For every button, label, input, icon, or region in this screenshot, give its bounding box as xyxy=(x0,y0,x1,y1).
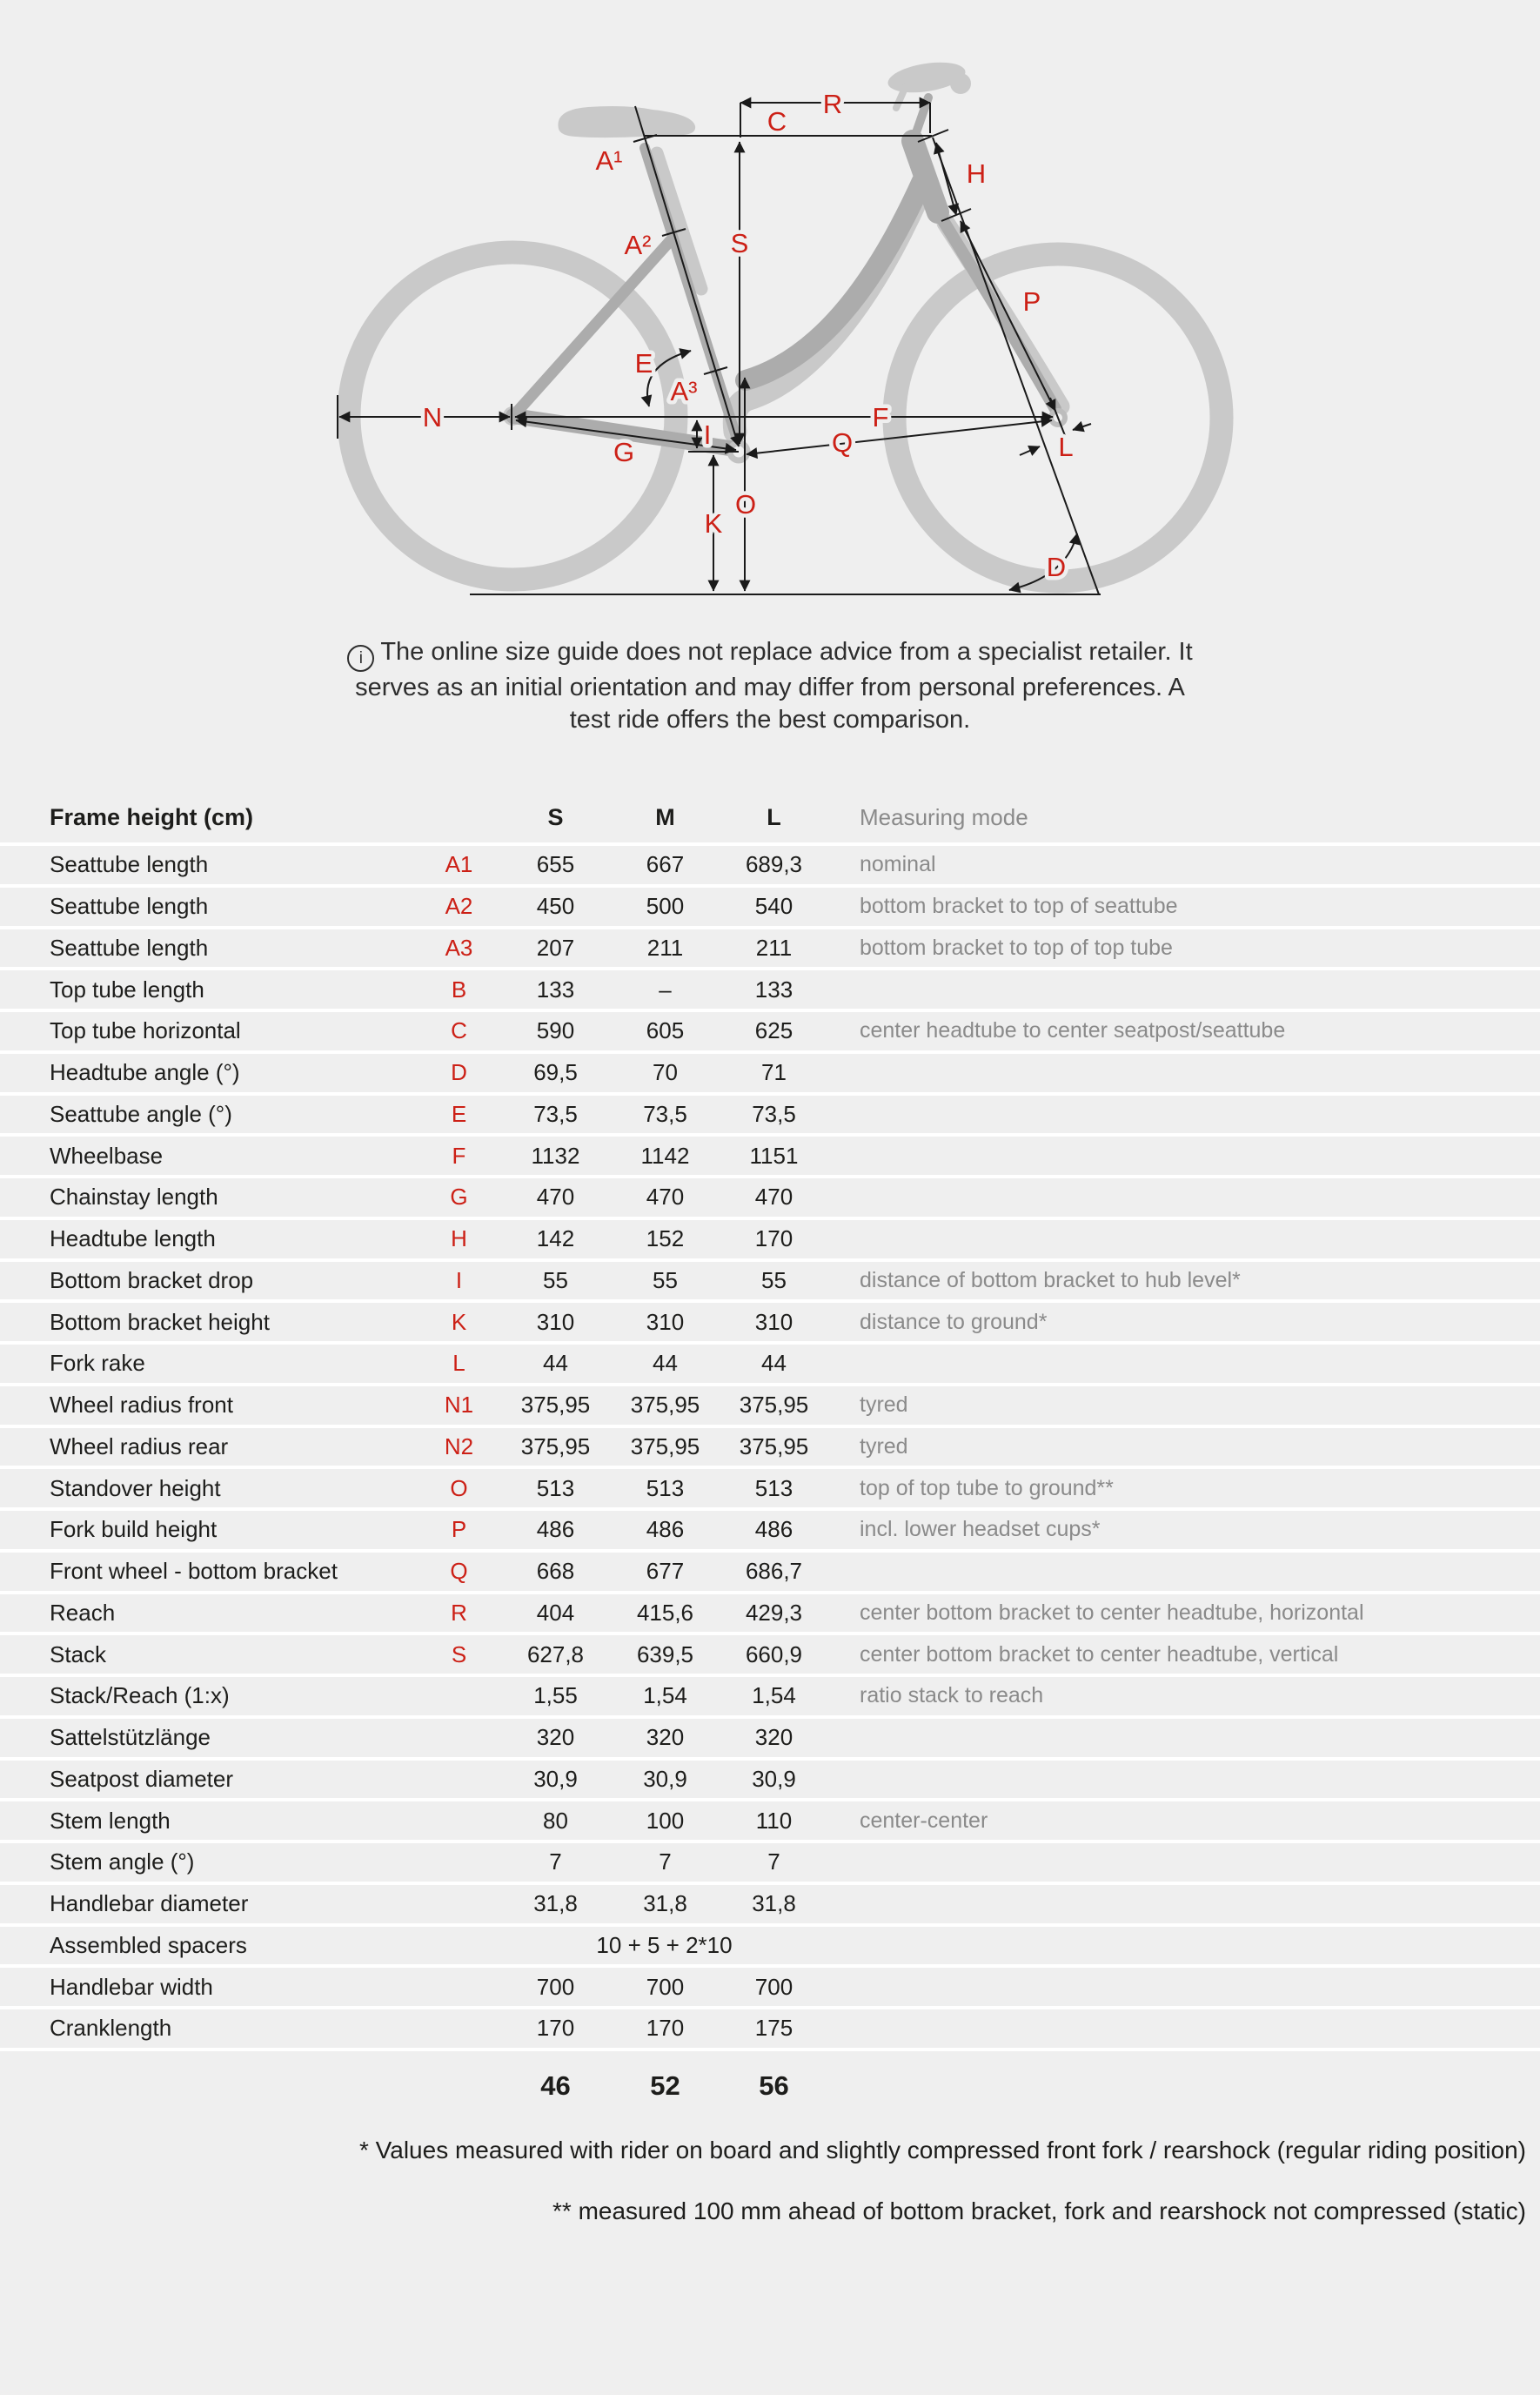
header-frame-height: Frame height (cm) xyxy=(50,803,254,830)
row-label: Wheelbase xyxy=(50,1142,164,1169)
info-icon: i xyxy=(347,645,374,672)
table-row xyxy=(0,1178,1540,1220)
row-label: Headtube angle (°) xyxy=(50,1059,240,1086)
label-a1: A¹ xyxy=(595,145,623,176)
cell-m: – xyxy=(659,976,672,1003)
label-i: I xyxy=(703,419,712,450)
label-l: L xyxy=(1058,432,1074,462)
cell-m: 31,8 xyxy=(643,1890,687,1917)
table-row xyxy=(0,2009,1540,2051)
dim-arrow-l-right xyxy=(1073,424,1091,430)
table-row xyxy=(0,1303,1540,1345)
cell-s: 55 xyxy=(543,1266,568,1293)
cell-m: 320 xyxy=(646,1724,685,1751)
cell-m: 170 xyxy=(646,2015,685,2042)
cell-l: 429,3 xyxy=(745,1599,803,1626)
row-letter: A1 xyxy=(445,851,473,878)
table-row xyxy=(0,1428,1540,1470)
cell-mode: center bottom bracket to center headtube, vertical xyxy=(860,1641,1339,1667)
cell-s: 207 xyxy=(536,934,575,961)
cell-l: 375,95 xyxy=(739,1432,809,1459)
row-label: Stem length xyxy=(50,1807,171,1834)
frame-sizes-row xyxy=(0,2051,1540,2121)
row-label: Stack/Reach (1:x) xyxy=(50,1682,230,1709)
cell-l: 31,8 xyxy=(752,1890,796,1917)
table-row xyxy=(0,1761,1540,1802)
table-row xyxy=(0,1511,1540,1553)
cell-m: 513 xyxy=(646,1474,685,1501)
table-row xyxy=(0,1553,1540,1594)
cell-s: 1,55 xyxy=(533,1682,578,1709)
row-letter: C xyxy=(451,1017,467,1044)
cell-m: 44 xyxy=(653,1350,678,1377)
saddle xyxy=(558,106,695,138)
cell-l: 175 xyxy=(754,2015,793,2042)
cell-l: 211 xyxy=(755,934,793,961)
row-span-value: 10 + 5 + 2*10 xyxy=(596,1931,733,1958)
cell-m: 486 xyxy=(646,1516,685,1543)
cell-l: 1151 xyxy=(749,1142,799,1169)
row-label: Headtube length xyxy=(50,1225,216,1252)
table-row xyxy=(0,1096,1540,1137)
row-label: Top tube length xyxy=(50,976,204,1003)
row-letter: A3 xyxy=(445,934,473,961)
cell-s: 320 xyxy=(536,1724,575,1751)
row-label: Handlebar diameter xyxy=(50,1890,249,1917)
footnote-compressed: * Values measured with rider on board and slightly compressed front fork / rearshock (regular riding position) xyxy=(358,2136,1526,2164)
table-row xyxy=(0,1386,1540,1428)
cell-mode: incl. lower headset cups* xyxy=(860,1517,1101,1542)
table-body xyxy=(0,846,1540,2051)
label-c: C xyxy=(767,106,787,137)
row-letter: K xyxy=(451,1308,467,1335)
cell-m: 1142 xyxy=(640,1142,690,1169)
cell-mode: nominal xyxy=(860,852,936,877)
table-row xyxy=(0,1801,1540,1843)
row-letter: L xyxy=(452,1350,465,1377)
row-label: Seattube length xyxy=(50,934,209,961)
row-letter: I xyxy=(455,1266,463,1293)
cell-mode: center-center xyxy=(860,1808,988,1833)
cell-m: 7 xyxy=(659,1848,672,1875)
cell-m: 30,9 xyxy=(643,1765,687,1792)
row-letter: Q xyxy=(450,1558,468,1585)
table-row xyxy=(0,1012,1540,1054)
cell-s: 310 xyxy=(536,1308,575,1335)
row-label: Reach xyxy=(50,1599,116,1626)
row-label: Seatpost diameter xyxy=(50,1765,234,1792)
footnotes xyxy=(0,2133,1540,2229)
label-o: O xyxy=(734,489,757,520)
cell-mode: ratio stack to reach xyxy=(860,1683,1044,1708)
table-row xyxy=(0,1885,1540,1927)
cell-s: 7 xyxy=(549,1848,562,1875)
steering-axis xyxy=(933,138,1099,594)
cell-l: 7 xyxy=(767,1848,780,1875)
cell-mode: center headtube to center seatpost/seattube xyxy=(860,1018,1286,1043)
cell-l: 133 xyxy=(754,976,793,1003)
row-label: Top tube horizontal xyxy=(50,1017,241,1044)
cell-l: 513 xyxy=(754,1474,793,1501)
cell-m: 500 xyxy=(646,893,685,920)
cell-mode: center bottom bracket to center headtube, horizontal xyxy=(860,1600,1364,1625)
cell-mode: distance to ground* xyxy=(860,1309,1048,1334)
cell-m: 70 xyxy=(653,1059,678,1086)
header-size-m: M xyxy=(655,803,675,830)
row-label: Cranklength xyxy=(50,2015,172,2042)
table-header xyxy=(0,792,1540,846)
table-row xyxy=(0,1469,1540,1511)
cell-mode: bottom bracket to top of seattube xyxy=(860,894,1178,919)
cell-s: 44 xyxy=(543,1350,568,1377)
header-size-s: S xyxy=(547,803,564,830)
row-label: Seattube angle (°) xyxy=(50,1100,232,1127)
cell-l: 44 xyxy=(761,1350,787,1377)
cell-m: 605 xyxy=(646,1017,685,1044)
label-r: R xyxy=(822,89,843,119)
row-label: Chainstay length xyxy=(50,1184,218,1211)
row-letter: B xyxy=(451,976,467,1003)
label-a3: A³ xyxy=(670,376,698,406)
cell-l: 170 xyxy=(754,1225,793,1252)
cell-l: 73,5 xyxy=(752,1100,796,1127)
cell-s: 69,5 xyxy=(533,1059,578,1086)
row-letter: E xyxy=(451,1100,467,1127)
header-measuring-mode: Measuring mode xyxy=(860,803,1028,830)
table-row xyxy=(0,1719,1540,1761)
cell-s: 1132 xyxy=(531,1142,580,1169)
row-letter: H xyxy=(451,1225,467,1252)
table-row xyxy=(0,888,1540,929)
size-cm-l: 56 xyxy=(759,2070,789,2101)
cell-m: 375,95 xyxy=(630,1392,700,1419)
handlebar-grip xyxy=(950,73,971,94)
label-s: S xyxy=(730,228,749,258)
label-k: K xyxy=(704,508,723,539)
cell-m: 211 xyxy=(646,934,684,961)
table-row xyxy=(0,1262,1540,1304)
cell-s: 73,5 xyxy=(533,1100,578,1127)
row-label: Wheel radius rear xyxy=(50,1432,229,1459)
cell-mode: top of top tube to ground** xyxy=(860,1475,1114,1500)
table-row xyxy=(0,1927,1540,1969)
row-label: Fork rake xyxy=(50,1350,145,1377)
cell-l: 470 xyxy=(754,1184,793,1211)
cell-s: 668 xyxy=(536,1558,575,1585)
table-row xyxy=(0,970,1540,1012)
size-cm-m: 52 xyxy=(650,2070,680,2101)
cell-l: 30,9 xyxy=(752,1765,796,1792)
label-e: E xyxy=(634,348,653,379)
header-size-l: L xyxy=(767,803,781,830)
label-h: H xyxy=(966,158,987,189)
row-letter: O xyxy=(450,1474,468,1501)
table-row xyxy=(0,1220,1540,1262)
cell-s: 404 xyxy=(536,1599,575,1626)
cell-mode: tyred xyxy=(860,1392,908,1418)
geometry-diagram xyxy=(0,0,1540,609)
label-a2: A² xyxy=(624,230,652,260)
row-label: Fork build height xyxy=(50,1516,218,1543)
cell-m: 73,5 xyxy=(643,1100,687,1127)
cell-l: 1,54 xyxy=(752,1682,796,1709)
table-row xyxy=(0,1137,1540,1178)
cell-s: 375,95 xyxy=(520,1392,591,1419)
geometry-table xyxy=(0,792,1540,2121)
row-letter: G xyxy=(450,1184,468,1211)
cell-l: 660,9 xyxy=(745,1640,803,1667)
cell-m: 667 xyxy=(646,851,685,878)
cell-s: 513 xyxy=(536,1474,575,1501)
size-cm-s: 46 xyxy=(540,2070,571,2101)
row-letter: D xyxy=(451,1059,467,1086)
table-row xyxy=(0,846,1540,888)
cell-s: 627,8 xyxy=(526,1640,585,1667)
table-row xyxy=(0,1968,1540,2009)
cell-s: 700 xyxy=(536,1973,575,2000)
footnote-static: ** measured 100 mm ahead of bottom bracket, fork and rearshock not compressed (static) xyxy=(552,2197,1526,2224)
row-label: Bottom bracket height xyxy=(50,1308,270,1335)
row-label: Assembled spacers xyxy=(50,1931,247,1958)
row-label: Seattube length xyxy=(50,851,209,878)
cell-l: 55 xyxy=(761,1266,787,1293)
row-letter: F xyxy=(452,1142,466,1169)
cell-l: 686,7 xyxy=(745,1558,803,1585)
row-label: Stack xyxy=(50,1640,107,1667)
label-g: G xyxy=(613,437,635,467)
cell-m: 55 xyxy=(653,1266,678,1293)
label-d: D xyxy=(1046,552,1067,582)
label-q: Q xyxy=(831,427,854,458)
cell-m: 310 xyxy=(646,1308,685,1335)
cell-s: 30,9 xyxy=(533,1765,578,1792)
row-label: Wheel radius front xyxy=(50,1392,233,1419)
cell-m: 639,5 xyxy=(636,1640,694,1667)
cell-m: 470 xyxy=(646,1184,685,1211)
cell-m: 375,95 xyxy=(630,1432,700,1459)
table-row xyxy=(0,1345,1540,1386)
row-label: Handlebar width xyxy=(50,1973,213,2000)
cell-s: 486 xyxy=(536,1516,575,1543)
cell-mode: tyred xyxy=(860,1433,908,1459)
cell-s: 450 xyxy=(536,893,575,920)
cell-mode: bottom bracket to top of top tube xyxy=(860,935,1173,960)
cell-s: 375,95 xyxy=(520,1432,591,1459)
table-row xyxy=(0,1594,1540,1636)
cell-l: 625 xyxy=(754,1017,793,1044)
row-letter: N1 xyxy=(444,1392,474,1419)
label-p: P xyxy=(1022,286,1041,317)
row-letter: A2 xyxy=(445,893,473,920)
cell-s: 133 xyxy=(536,976,575,1003)
cell-s: 590 xyxy=(536,1017,575,1044)
cell-l: 110 xyxy=(755,1807,793,1834)
label-f: F xyxy=(872,402,889,433)
row-label: Stem angle (°) xyxy=(50,1848,195,1875)
table-row xyxy=(0,929,1540,971)
cell-l: 310 xyxy=(754,1308,793,1335)
table-row xyxy=(0,1054,1540,1096)
cell-s: 80 xyxy=(543,1807,568,1834)
table-row xyxy=(0,1635,1540,1677)
cell-l: 71 xyxy=(761,1059,787,1086)
row-label: Bottom bracket drop xyxy=(50,1266,254,1293)
cell-l: 320 xyxy=(754,1724,793,1751)
cell-s: 142 xyxy=(536,1225,575,1252)
table-row xyxy=(0,1843,1540,1885)
row-letter: S xyxy=(451,1640,467,1667)
cell-s: 31,8 xyxy=(533,1890,578,1917)
cell-m: 1,54 xyxy=(643,1682,687,1709)
row-letter: P xyxy=(451,1516,467,1543)
cell-l: 540 xyxy=(754,893,793,920)
dim-arrow-l-left xyxy=(1020,446,1040,455)
row-letter: N2 xyxy=(444,1432,474,1459)
dimension-label-group xyxy=(423,89,1074,582)
size-guide-note xyxy=(339,636,1201,736)
row-label: Front wheel - bottom bracket xyxy=(50,1558,338,1585)
cell-m: 152 xyxy=(646,1225,685,1252)
cell-s: 170 xyxy=(536,2015,575,2042)
row-label: Sattelstützlänge xyxy=(50,1724,211,1751)
row-label: Seattube length xyxy=(50,893,209,920)
cell-l: 486 xyxy=(754,1516,793,1543)
note-text: The online size guide does not replace advice from a specialist retailer. It serves as an initial orientation and may differ from personal preferences. A test ride offers the best comparison. xyxy=(355,638,1193,734)
label-n: N xyxy=(422,402,443,433)
cell-l: 689,3 xyxy=(745,851,803,878)
cell-l: 700 xyxy=(754,1973,793,2000)
cell-mode: distance of bottom bracket to hub level* xyxy=(860,1267,1241,1292)
cell-l: 375,95 xyxy=(739,1392,809,1419)
table-row xyxy=(0,1677,1540,1719)
cell-m: 700 xyxy=(646,1973,685,2000)
cell-m: 415,6 xyxy=(636,1599,694,1626)
cell-m: 100 xyxy=(646,1807,685,1834)
cell-s: 655 xyxy=(536,851,575,878)
cell-m: 677 xyxy=(646,1558,685,1585)
row-letter: R xyxy=(451,1599,467,1626)
row-label: Standover height xyxy=(50,1474,221,1501)
cell-s: 470 xyxy=(536,1184,575,1211)
